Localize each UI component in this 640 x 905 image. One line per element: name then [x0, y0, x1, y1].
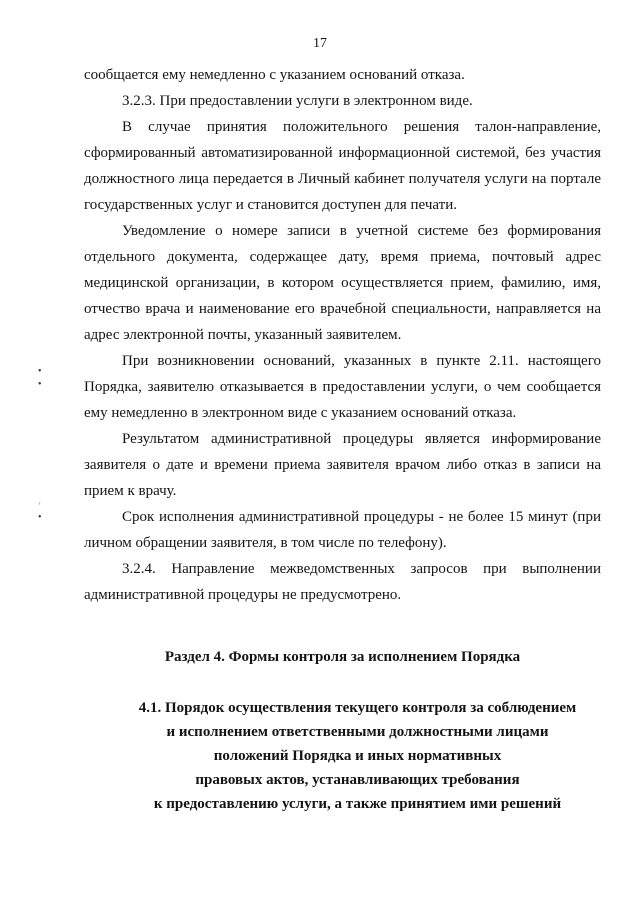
subsection-heading-line: 4.1. Порядок осуществления текущего контроля за соблюдением [138, 700, 577, 716]
document-body [84, 62, 601, 816]
subsection-heading-line: к предоставлению услуги, а также принятием ими решений [153, 796, 562, 812]
page-number: 17 [313, 36, 327, 51]
margin-mark: • [38, 379, 42, 390]
margin-mark: ʾ [38, 502, 42, 513]
paragraph: 3.2.3. При предоставлении услуги в электронном виде. [122, 93, 473, 109]
section-heading: Раздел 4. Формы контроля за исполнением Порядка [164, 649, 521, 665]
margin-mark: • [38, 366, 42, 377]
subsection-heading-line: и исполнением ответственными должностными лицами [166, 724, 549, 740]
subsection-heading [84, 696, 601, 816]
paragraph: В случае принятия положительного решения талон-направление, сформированный автоматизированной информационной системой, без участия должностного лица передается в Личный кабинет получателя услуги на портале государственных услуг и становится доступен для печати. [84, 119, 601, 213]
subsection-heading-line: правовых актов, устанавливающих требования [195, 772, 520, 788]
paragraph: сообщается ему немедленно с указанием оснований отказа. [84, 67, 465, 83]
margin-mark: • [38, 512, 42, 523]
subsection-heading-line: положений Порядка и иных нормативных [213, 748, 502, 764]
paragraph: Уведомление о номере записи в учетной системе без формирования отдельного документа, содержащее дату, время приема, почтовый адрес медицинской организации, в котором осуществляется прием, фамилию, имя, отчество врача и наименование его врачебной специальности, направляется на адрес электронной почты, указанный заявителем. [84, 223, 601, 343]
paragraph: Срок исполнения административной процедуры - не более 15 минут (при личном обращении заявителя, в том числе по телефону). [84, 509, 601, 551]
paragraph: При возникновении оснований, указанных в пункте 2.11. настоящего Порядка, заявителю отказывается в предоставлении услуги, о чем сообщается ему немедленно в электронном виде с указанием оснований отказа. [84, 353, 601, 421]
paragraph: 3.2.4. Направление межведомственных запросов при выполнении административной процедуры не предусмотрено. [84, 561, 601, 603]
paragraph: Результатом административной процедуры является информирование заявителя о дате и времени приема заявителя врачом либо отказ в записи на прием к врачу. [84, 431, 601, 499]
